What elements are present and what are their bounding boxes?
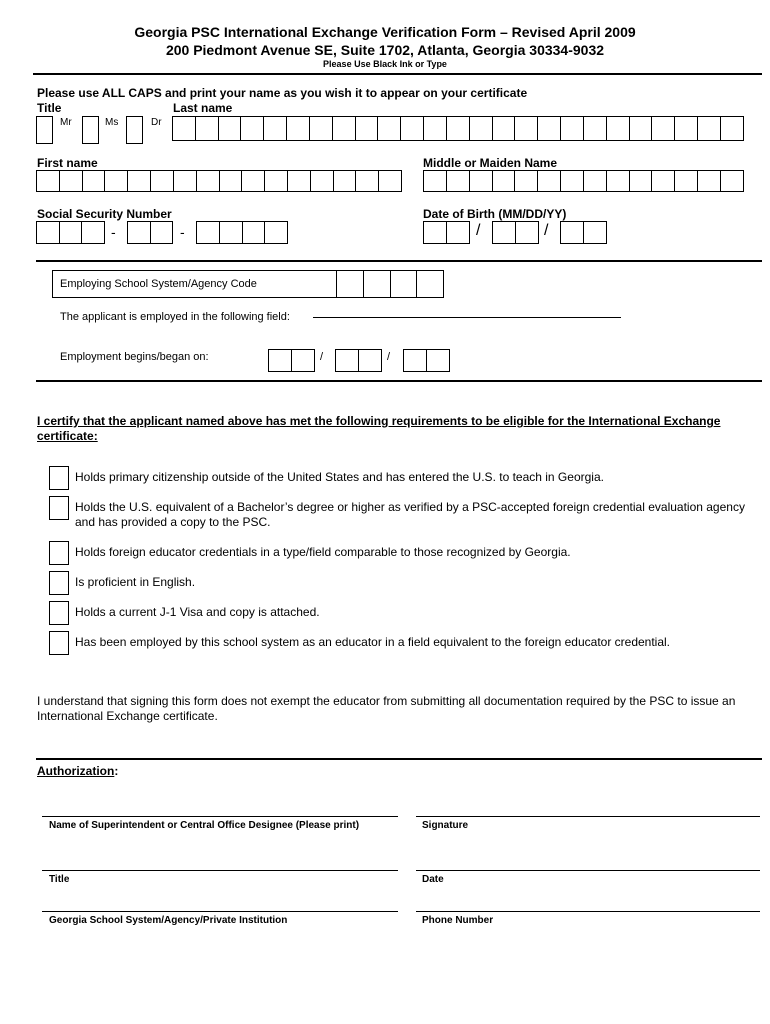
char-cell[interactable]: [311, 171, 334, 191]
char-cell[interactable]: [37, 171, 60, 191]
title-ms-checkbox[interactable]: [82, 116, 99, 144]
char-cell[interactable]: [417, 271, 444, 297]
char-cell[interactable]: [83, 171, 106, 191]
char-cell[interactable]: [401, 117, 424, 140]
header-divider: [33, 73, 762, 75]
dob-month[interactable]: [423, 221, 470, 244]
char-cell[interactable]: [243, 222, 266, 243]
char-cell[interactable]: [516, 222, 539, 243]
char-cell[interactable]: [538, 117, 561, 140]
char-cell[interactable]: [607, 171, 630, 191]
requirement-item[interactable]: [49, 496, 745, 530]
phone-label: Phone Number: [422, 915, 494, 926]
authorization-heading: [37, 764, 118, 778]
char-cell[interactable]: [265, 222, 288, 243]
title-dr-checkbox[interactable]: [126, 116, 143, 144]
employment-bottom-rule: [36, 380, 762, 382]
requirement-item[interactable]: [49, 541, 745, 565]
requirement-item[interactable]: [49, 466, 745, 490]
school-system-label: Georgia School System/Agency/Private Institution: [49, 915, 288, 926]
char-cell[interactable]: [721, 117, 744, 140]
superintendent-line[interactable]: [42, 816, 398, 817]
char-cell[interactable]: [404, 350, 427, 371]
char-cell[interactable]: [698, 117, 721, 140]
char-cell[interactable]: [538, 171, 561, 191]
char-cell[interactable]: [174, 171, 197, 191]
char-cell[interactable]: [264, 117, 287, 140]
char-cell[interactable]: [607, 117, 630, 140]
char-cell[interactable]: [424, 222, 447, 243]
char-cell[interactable]: [359, 350, 382, 371]
ssn-dash-1: -: [111, 224, 116, 240]
employment-month[interactable]: [268, 349, 315, 372]
char-cell[interactable]: [379, 171, 402, 191]
char-cell[interactable]: [336, 350, 359, 371]
authorization-rule: [36, 758, 762, 760]
authorization-colon: :: [114, 764, 119, 778]
title-mr-checkbox[interactable]: [36, 116, 53, 144]
char-cell[interactable]: [269, 350, 292, 371]
char-cell[interactable]: [447, 117, 470, 140]
requirement-checkbox[interactable]: [49, 496, 69, 520]
caps-instruction: Please use ALL CAPS and print your name as you wish it to appear on your certificate: [37, 86, 528, 100]
dob-slash-1: /: [476, 222, 481, 239]
char-cell[interactable]: [493, 171, 516, 191]
char-cell[interactable]: [424, 171, 447, 191]
char-cell[interactable]: [493, 222, 516, 243]
authorization-heading-text: Authorization: [37, 764, 115, 778]
title-mr-label: Mr: [60, 117, 72, 128]
char-cell[interactable]: [173, 117, 196, 140]
employment-day[interactable]: [335, 349, 382, 372]
employment-begins-label: Employment begins/began on:: [60, 351, 209, 363]
title-label: Title: [37, 101, 62, 115]
title-line[interactable]: [42, 870, 398, 871]
employment-field-input[interactable]: [313, 317, 621, 318]
char-cell[interactable]: [356, 117, 379, 140]
char-cell[interactable]: [515, 117, 538, 140]
employment-slash-2: /: [387, 351, 391, 363]
title-ms-label: Ms: [105, 117, 119, 128]
requirement-text: Holds foreign educator credentials in a type/field comparable to those recognized by Georgia.: [75, 545, 571, 559]
middle-name-field[interactable]: [423, 170, 744, 192]
title-dr-label: Dr: [151, 117, 162, 128]
char-cell[interactable]: [356, 171, 379, 191]
requirement-item[interactable]: [49, 631, 745, 655]
employment-field-label: The applicant is employed in the following field:: [60, 311, 290, 323]
char-cell[interactable]: [698, 171, 721, 191]
dob-label: Date of Birth (MM/DD/YY): [423, 207, 567, 221]
middle-name-label: Middle or Maiden Name: [423, 156, 558, 170]
char-cell[interactable]: [584, 117, 607, 140]
char-cell[interactable]: [630, 171, 653, 191]
char-cell[interactable]: [334, 171, 357, 191]
certification-statement: I certify that the applicant named above has met the following requirements to be eligible for the International Exchange certificate:: [37, 414, 721, 443]
char-cell[interactable]: [151, 222, 174, 243]
char-cell[interactable]: [470, 117, 493, 140]
requirement-text: Holds a current J-1 Visa and copy is attached.: [75, 605, 320, 619]
char-cell[interactable]: [364, 271, 391, 297]
char-cell[interactable]: [447, 171, 470, 191]
phone-line[interactable]: [416, 911, 760, 912]
char-cell[interactable]: [265, 171, 288, 191]
requirement-checkbox[interactable]: [49, 571, 69, 595]
char-cell[interactable]: [196, 117, 219, 140]
requirement-text: Has been employed by this school system as an educator in a field equivalent to the foreign educator credential.: [75, 635, 671, 649]
char-cell[interactable]: [561, 222, 584, 243]
char-cell[interactable]: [242, 171, 265, 191]
char-cell[interactable]: [561, 171, 584, 191]
char-cell[interactable]: [60, 222, 83, 243]
char-cell[interactable]: [197, 171, 220, 191]
char-cell[interactable]: [470, 171, 493, 191]
char-cell[interactable]: [427, 350, 450, 371]
employment-year[interactable]: [403, 349, 450, 372]
char-cell[interactable]: [333, 117, 356, 140]
employment-slash-1: /: [320, 351, 324, 363]
form-address: 200 Piedmont Avenue SE, Suite 1702, Atlanta, Georgia 30334-9032: [165, 42, 605, 58]
char-cell[interactable]: [128, 171, 151, 191]
date-line[interactable]: [416, 870, 760, 871]
char-cell[interactable]: [241, 117, 264, 140]
ssn-dash-2: -: [180, 224, 185, 240]
first-name-field[interactable]: [36, 170, 402, 192]
dob-slash-2: /: [544, 222, 549, 239]
char-cell[interactable]: [310, 117, 333, 140]
char-cell[interactable]: [493, 117, 516, 140]
char-cell[interactable]: [220, 222, 243, 243]
char-cell[interactable]: [288, 171, 311, 191]
char-cell[interactable]: [447, 222, 470, 243]
char-cell[interactable]: [128, 222, 151, 243]
char-cell[interactable]: [219, 117, 242, 140]
form-title: Georgia PSC International Exchange Verification Form – Revised April 2009: [134, 24, 636, 40]
date-label: Date: [422, 874, 444, 885]
char-cell[interactable]: [37, 222, 60, 243]
dob-day[interactable]: [492, 221, 539, 244]
char-cell[interactable]: [675, 117, 698, 140]
requirement-text: Holds the U.S. equivalent of a Bachelor’s degree or higher as verified by a PSC-accepted foreign credential evaluation agency and has provided a copy to the PSC.: [75, 500, 745, 529]
char-cell[interactable]: [584, 171, 607, 191]
char-cell[interactable]: [424, 117, 447, 140]
requirement-checkbox[interactable]: [49, 541, 69, 565]
char-cell[interactable]: [197, 222, 220, 243]
ssn-part-2[interactable]: [127, 221, 173, 244]
employment-top-rule: [36, 260, 762, 262]
ssn-part-1[interactable]: [36, 221, 105, 244]
school-system-line[interactable]: [42, 911, 398, 912]
requirement-item[interactable]: [49, 571, 745, 595]
agency-code-label: Employing School System/Agency Code: [60, 278, 257, 290]
requirement-text: Holds primary citizenship outside of the United States and has entered the U.S. to teach in Georgia.: [75, 470, 604, 484]
requirement-checkbox[interactable]: [49, 631, 69, 655]
ssn-part-3[interactable]: [196, 221, 288, 244]
ssn-label: Social Security Number: [37, 207, 172, 221]
agency-code-field[interactable]: [336, 270, 444, 298]
signature-label: Signature: [422, 820, 469, 831]
char-cell[interactable]: [721, 171, 744, 191]
char-cell[interactable]: [652, 171, 675, 191]
char-cell[interactable]: [378, 117, 401, 140]
char-cell[interactable]: [391, 271, 418, 297]
requirement-checkbox[interactable]: [49, 466, 69, 490]
char-cell[interactable]: [60, 171, 83, 191]
understanding-statement: I understand that signing this form does not exempt the educator from submitting all documentation required by the PSC to issue an International Exchange certificate.: [37, 694, 736, 723]
requirement-checkbox[interactable]: [49, 601, 69, 625]
auth-title-label: Title: [49, 874, 70, 885]
char-cell[interactable]: [630, 117, 653, 140]
char-cell[interactable]: [105, 171, 128, 191]
char-cell[interactable]: [292, 350, 315, 371]
last-name-field[interactable]: [172, 116, 744, 141]
char-cell[interactable]: [652, 117, 675, 140]
char-cell[interactable]: [82, 222, 105, 243]
first-name-label: First name: [37, 156, 98, 170]
char-cell[interactable]: [584, 222, 607, 243]
char-cell[interactable]: [287, 117, 310, 140]
char-cell[interactable]: [515, 171, 538, 191]
char-cell[interactable]: [220, 171, 243, 191]
dob-year[interactable]: [560, 221, 607, 244]
requirement-item[interactable]: [49, 601, 745, 625]
signature-line[interactable]: [416, 816, 760, 817]
requirement-text: Is proficient in English.: [75, 575, 196, 589]
char-cell[interactable]: [151, 171, 174, 191]
superintendent-label: Name of Superintendent or Central Office Designee (Please print): [49, 820, 360, 831]
last-name-label: Last name: [173, 101, 233, 115]
char-cell[interactable]: [675, 171, 698, 191]
char-cell[interactable]: [561, 117, 584, 140]
char-cell[interactable]: [337, 271, 364, 297]
ink-note: Please Use Black Ink or Type: [323, 59, 447, 69]
